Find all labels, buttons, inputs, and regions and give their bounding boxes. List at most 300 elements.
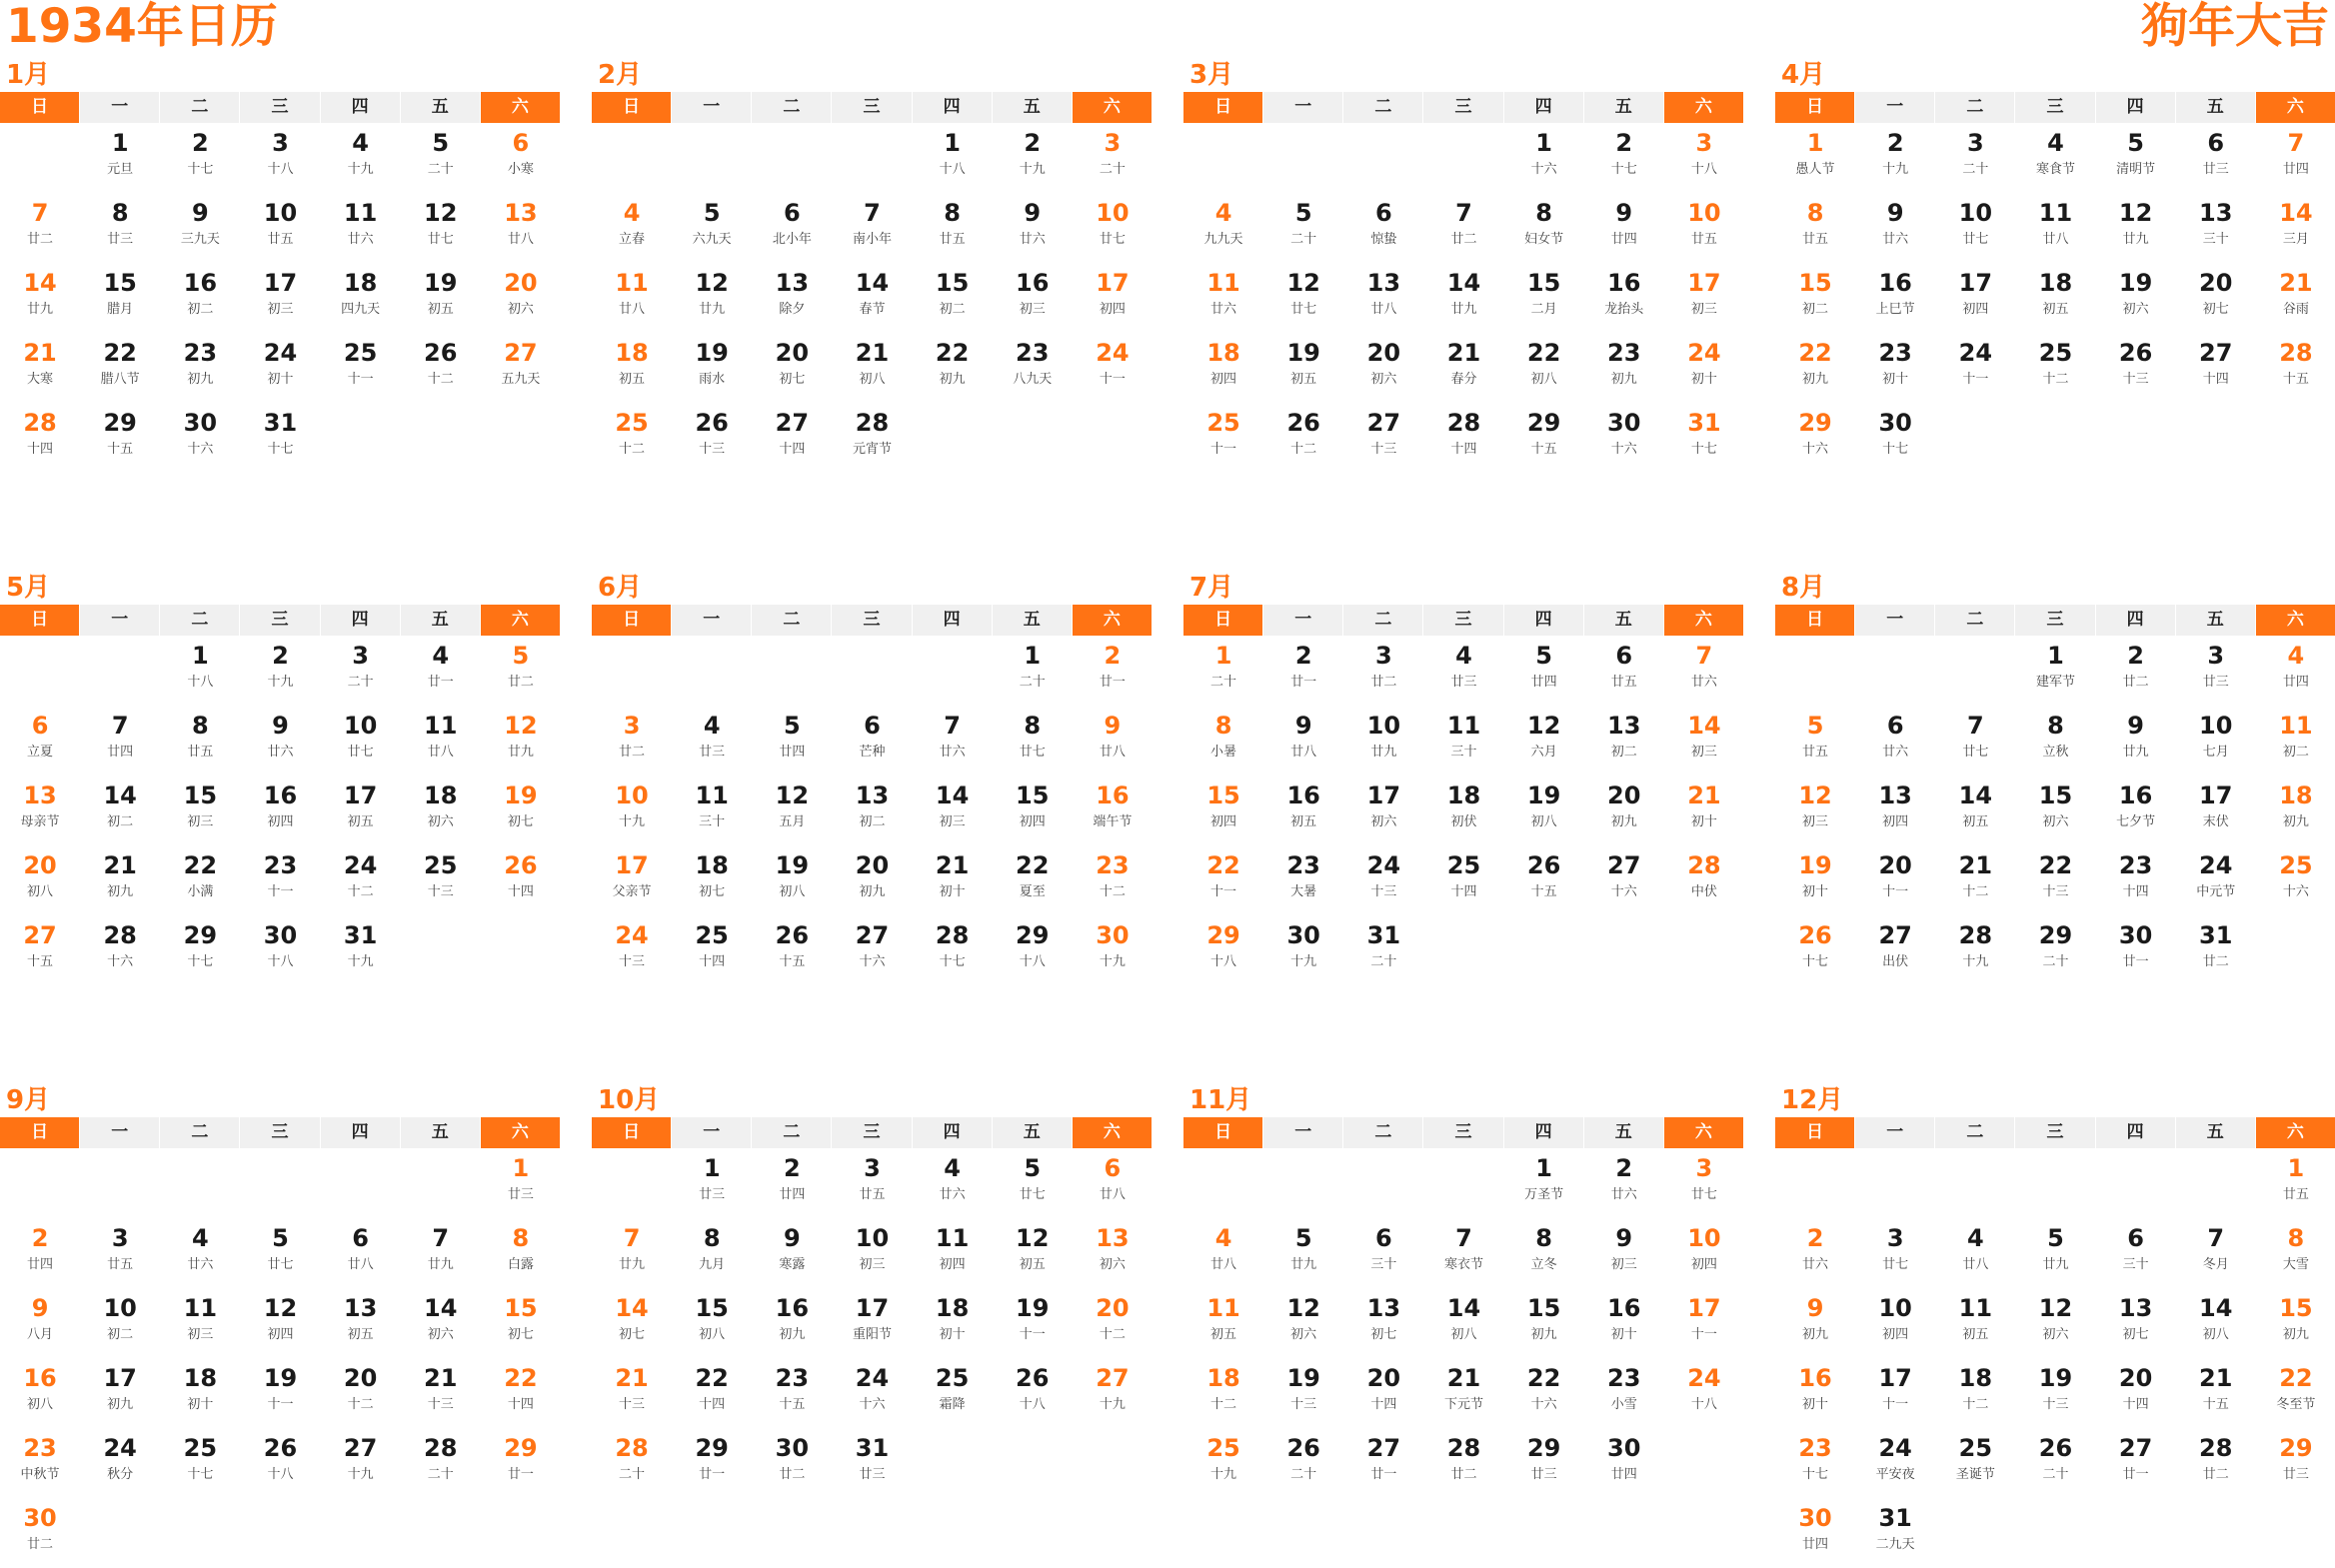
day-cell[interactable] xyxy=(481,1358,561,1428)
day-cell[interactable] xyxy=(1263,263,1343,333)
day-cell[interactable] xyxy=(80,403,160,473)
day-cell[interactable] xyxy=(1855,263,1935,333)
day-cell[interactable] xyxy=(1775,333,1855,403)
day-cell[interactable] xyxy=(1855,403,1935,473)
day-cell[interactable] xyxy=(401,123,481,193)
day-cell[interactable] xyxy=(1073,1288,1153,1358)
day-cell[interactable] xyxy=(993,123,1073,193)
day-cell[interactable] xyxy=(2256,845,2335,915)
day-cell[interactable] xyxy=(160,263,240,333)
day-cell[interactable] xyxy=(2015,263,2095,333)
day-cell[interactable] xyxy=(752,1148,832,1218)
day-cell[interactable] xyxy=(2256,193,2335,263)
day-cell[interactable] xyxy=(1504,706,1584,776)
day-cell[interactable] xyxy=(1855,1498,1935,1568)
day-cell[interactable] xyxy=(1935,333,2015,403)
day-cell[interactable] xyxy=(2096,636,2176,706)
day-cell[interactable] xyxy=(1183,263,1263,333)
day-cell[interactable] xyxy=(1504,1288,1584,1358)
day-cell[interactable] xyxy=(481,123,561,193)
day-cell[interactable] xyxy=(1584,1218,1664,1288)
day-cell[interactable] xyxy=(1343,1218,1423,1288)
day-cell[interactable] xyxy=(2256,1428,2335,1498)
day-cell[interactable] xyxy=(1584,1288,1664,1358)
day-cell[interactable] xyxy=(1664,263,1744,333)
day-cell[interactable] xyxy=(1664,403,1744,473)
day-cell[interactable] xyxy=(1775,776,1855,845)
day-cell[interactable] xyxy=(160,403,240,473)
day-cell[interactable] xyxy=(160,123,240,193)
day-cell[interactable] xyxy=(240,1288,320,1358)
day-cell[interactable] xyxy=(80,1218,160,1288)
day-cell[interactable] xyxy=(1183,1288,1263,1358)
day-cell[interactable] xyxy=(1775,1358,1855,1428)
day-cell[interactable] xyxy=(0,1288,80,1358)
day-cell[interactable] xyxy=(321,1218,401,1288)
day-cell[interactable] xyxy=(993,776,1073,845)
day-cell[interactable] xyxy=(160,1288,240,1358)
day-cell[interactable] xyxy=(1343,845,1423,915)
day-cell[interactable] xyxy=(832,193,912,263)
day-cell[interactable] xyxy=(1584,706,1664,776)
day-cell[interactable] xyxy=(672,263,752,333)
day-cell[interactable] xyxy=(1504,1218,1584,1288)
day-cell[interactable] xyxy=(1935,915,2015,985)
day-cell[interactable] xyxy=(2176,1428,2256,1498)
day-cell[interactable] xyxy=(2015,333,2095,403)
day-cell[interactable] xyxy=(1584,1148,1664,1218)
day-cell[interactable] xyxy=(993,915,1073,985)
day-cell[interactable] xyxy=(0,1428,80,1498)
day-cell[interactable] xyxy=(1263,1288,1343,1358)
day-cell[interactable] xyxy=(832,1428,912,1498)
day-cell[interactable] xyxy=(1263,1358,1343,1428)
day-cell[interactable] xyxy=(2015,1358,2095,1428)
day-cell[interactable] xyxy=(1855,915,1935,985)
day-cell[interactable] xyxy=(321,636,401,706)
day-cell[interactable] xyxy=(481,263,561,333)
day-cell[interactable] xyxy=(1504,1428,1584,1498)
day-cell[interactable] xyxy=(592,1218,672,1288)
day-cell[interactable] xyxy=(2256,776,2335,845)
day-cell[interactable] xyxy=(672,1218,752,1288)
day-cell[interactable] xyxy=(481,193,561,263)
day-cell[interactable] xyxy=(2096,845,2176,915)
day-cell[interactable] xyxy=(993,263,1073,333)
day-cell[interactable] xyxy=(1855,1218,1935,1288)
day-cell[interactable] xyxy=(0,263,80,333)
day-cell[interactable] xyxy=(401,706,481,776)
day-cell[interactable] xyxy=(160,193,240,263)
day-cell[interactable] xyxy=(672,1148,752,1218)
day-cell[interactable] xyxy=(752,845,832,915)
day-cell[interactable] xyxy=(401,263,481,333)
day-cell[interactable] xyxy=(1343,333,1423,403)
day-cell[interactable] xyxy=(832,1148,912,1218)
day-cell[interactable] xyxy=(2176,333,2256,403)
day-cell[interactable] xyxy=(1584,193,1664,263)
day-cell[interactable] xyxy=(2096,915,2176,985)
day-cell[interactable] xyxy=(2096,1218,2176,1288)
day-cell[interactable] xyxy=(1664,193,1744,263)
day-cell[interactable] xyxy=(2096,1428,2176,1498)
day-cell[interactable] xyxy=(1183,845,1263,915)
day-cell[interactable] xyxy=(1263,845,1343,915)
day-cell[interactable] xyxy=(2256,1218,2335,1288)
day-cell[interactable] xyxy=(2176,1218,2256,1288)
day-cell[interactable] xyxy=(1664,636,1744,706)
day-cell[interactable] xyxy=(1263,915,1343,985)
day-cell[interactable] xyxy=(1343,776,1423,845)
day-cell[interactable] xyxy=(1504,776,1584,845)
day-cell[interactable] xyxy=(832,1288,912,1358)
day-cell[interactable] xyxy=(752,263,832,333)
day-cell[interactable] xyxy=(592,333,672,403)
day-cell[interactable] xyxy=(1855,706,1935,776)
day-cell[interactable] xyxy=(2176,193,2256,263)
day-cell[interactable] xyxy=(1183,1218,1263,1288)
day-cell[interactable] xyxy=(913,123,993,193)
day-cell[interactable] xyxy=(240,333,320,403)
day-cell[interactable] xyxy=(1664,845,1744,915)
day-cell[interactable] xyxy=(993,193,1073,263)
day-cell[interactable] xyxy=(1263,1428,1343,1498)
day-cell[interactable] xyxy=(1073,1148,1153,1218)
day-cell[interactable] xyxy=(2256,1148,2335,1218)
day-cell[interactable] xyxy=(592,1288,672,1358)
day-cell[interactable] xyxy=(1775,123,1855,193)
day-cell[interactable] xyxy=(752,776,832,845)
day-cell[interactable] xyxy=(1584,403,1664,473)
day-cell[interactable] xyxy=(993,1288,1073,1358)
day-cell[interactable] xyxy=(913,915,993,985)
day-cell[interactable] xyxy=(672,193,752,263)
day-cell[interactable] xyxy=(752,1288,832,1358)
day-cell[interactable] xyxy=(1423,333,1503,403)
day-cell[interactable] xyxy=(160,333,240,403)
day-cell[interactable] xyxy=(80,845,160,915)
day-cell[interactable] xyxy=(1935,845,2015,915)
day-cell[interactable] xyxy=(1664,1148,1744,1218)
day-cell[interactable] xyxy=(752,1358,832,1428)
day-cell[interactable] xyxy=(1504,333,1584,403)
day-cell[interactable] xyxy=(993,1218,1073,1288)
day-cell[interactable] xyxy=(321,1358,401,1428)
day-cell[interactable] xyxy=(913,263,993,333)
day-cell[interactable] xyxy=(1775,403,1855,473)
day-cell[interactable] xyxy=(240,1358,320,1428)
day-cell[interactable] xyxy=(832,403,912,473)
day-cell[interactable] xyxy=(913,1218,993,1288)
day-cell[interactable] xyxy=(2015,1428,2095,1498)
day-cell[interactable] xyxy=(672,403,752,473)
day-cell[interactable] xyxy=(80,1428,160,1498)
day-cell[interactable] xyxy=(80,333,160,403)
day-cell[interactable] xyxy=(1073,776,1153,845)
day-cell[interactable] xyxy=(592,776,672,845)
day-cell[interactable] xyxy=(481,333,561,403)
day-cell[interactable] xyxy=(1073,263,1153,333)
day-cell[interactable] xyxy=(2015,193,2095,263)
day-cell[interactable] xyxy=(993,1148,1073,1218)
day-cell[interactable] xyxy=(2176,706,2256,776)
day-cell[interactable] xyxy=(240,706,320,776)
day-cell[interactable] xyxy=(80,1358,160,1428)
day-cell[interactable] xyxy=(832,915,912,985)
day-cell[interactable] xyxy=(1775,193,1855,263)
day-cell[interactable] xyxy=(1504,845,1584,915)
day-cell[interactable] xyxy=(1073,706,1153,776)
day-cell[interactable] xyxy=(1423,1288,1503,1358)
day-cell[interactable] xyxy=(1584,845,1664,915)
day-cell[interactable] xyxy=(321,845,401,915)
day-cell[interactable] xyxy=(993,1358,1073,1428)
day-cell[interactable] xyxy=(2256,263,2335,333)
day-cell[interactable] xyxy=(592,915,672,985)
day-cell[interactable] xyxy=(1664,706,1744,776)
day-cell[interactable] xyxy=(80,193,160,263)
day-cell[interactable] xyxy=(1504,123,1584,193)
day-cell[interactable] xyxy=(993,706,1073,776)
day-cell[interactable] xyxy=(1343,1288,1423,1358)
day-cell[interactable] xyxy=(2096,1288,2176,1358)
day-cell[interactable] xyxy=(2096,776,2176,845)
day-cell[interactable] xyxy=(2176,263,2256,333)
day-cell[interactable] xyxy=(240,845,320,915)
day-cell[interactable] xyxy=(913,706,993,776)
day-cell[interactable] xyxy=(2015,776,2095,845)
day-cell[interactable] xyxy=(832,776,912,845)
day-cell[interactable] xyxy=(321,915,401,985)
day-cell[interactable] xyxy=(2015,123,2095,193)
day-cell[interactable] xyxy=(913,1288,993,1358)
day-cell[interactable] xyxy=(1584,776,1664,845)
day-cell[interactable] xyxy=(0,776,80,845)
day-cell[interactable] xyxy=(1935,1358,2015,1428)
day-cell[interactable] xyxy=(1584,1358,1664,1428)
day-cell[interactable] xyxy=(481,776,561,845)
day-cell[interactable] xyxy=(752,1428,832,1498)
day-cell[interactable] xyxy=(1263,403,1343,473)
day-cell[interactable] xyxy=(80,1288,160,1358)
day-cell[interactable] xyxy=(1935,193,2015,263)
day-cell[interactable] xyxy=(993,636,1073,706)
day-cell[interactable] xyxy=(481,1288,561,1358)
day-cell[interactable] xyxy=(0,1218,80,1288)
day-cell[interactable] xyxy=(2176,1358,2256,1428)
day-cell[interactable] xyxy=(1423,706,1503,776)
day-cell[interactable] xyxy=(1343,193,1423,263)
day-cell[interactable] xyxy=(401,333,481,403)
day-cell[interactable] xyxy=(1183,915,1263,985)
day-cell[interactable] xyxy=(1935,706,2015,776)
day-cell[interactable] xyxy=(1775,263,1855,333)
day-cell[interactable] xyxy=(0,915,80,985)
day-cell[interactable] xyxy=(1664,123,1744,193)
day-cell[interactable] xyxy=(1775,1288,1855,1358)
day-cell[interactable] xyxy=(321,706,401,776)
day-cell[interactable] xyxy=(1183,403,1263,473)
day-cell[interactable] xyxy=(1423,636,1503,706)
day-cell[interactable] xyxy=(1183,193,1263,263)
day-cell[interactable] xyxy=(2096,706,2176,776)
day-cell[interactable] xyxy=(752,193,832,263)
day-cell[interactable] xyxy=(672,1288,752,1358)
day-cell[interactable] xyxy=(2096,333,2176,403)
day-cell[interactable] xyxy=(592,845,672,915)
day-cell[interactable] xyxy=(993,845,1073,915)
day-cell[interactable] xyxy=(80,123,160,193)
day-cell[interactable] xyxy=(1183,636,1263,706)
day-cell[interactable] xyxy=(1073,193,1153,263)
day-cell[interactable] xyxy=(1504,1148,1584,1218)
day-cell[interactable] xyxy=(321,193,401,263)
day-cell[interactable] xyxy=(592,263,672,333)
day-cell[interactable] xyxy=(1263,1218,1343,1288)
day-cell[interactable] xyxy=(0,1358,80,1428)
day-cell[interactable] xyxy=(240,193,320,263)
day-cell[interactable] xyxy=(1423,263,1503,333)
day-cell[interactable] xyxy=(1073,636,1153,706)
day-cell[interactable] xyxy=(1183,333,1263,403)
day-cell[interactable] xyxy=(481,1218,561,1288)
day-cell[interactable] xyxy=(1343,403,1423,473)
day-cell[interactable] xyxy=(0,333,80,403)
day-cell[interactable] xyxy=(2176,845,2256,915)
day-cell[interactable] xyxy=(401,193,481,263)
day-cell[interactable] xyxy=(1775,1428,1855,1498)
day-cell[interactable] xyxy=(2256,1288,2335,1358)
day-cell[interactable] xyxy=(481,1148,561,1218)
day-cell[interactable] xyxy=(2015,1288,2095,1358)
day-cell[interactable] xyxy=(1073,845,1153,915)
day-cell[interactable] xyxy=(1263,636,1343,706)
day-cell[interactable] xyxy=(321,776,401,845)
day-cell[interactable] xyxy=(1935,123,2015,193)
day-cell[interactable] xyxy=(1423,1428,1503,1498)
day-cell[interactable] xyxy=(1855,1358,1935,1428)
day-cell[interactable] xyxy=(0,1498,80,1568)
day-cell[interactable] xyxy=(1584,1428,1664,1498)
day-cell[interactable] xyxy=(240,403,320,473)
day-cell[interactable] xyxy=(1775,706,1855,776)
day-cell[interactable] xyxy=(1504,263,1584,333)
day-cell[interactable] xyxy=(1423,776,1503,845)
day-cell[interactable] xyxy=(1855,123,1935,193)
day-cell[interactable] xyxy=(2096,193,2176,263)
day-cell[interactable] xyxy=(1423,193,1503,263)
day-cell[interactable] xyxy=(481,845,561,915)
day-cell[interactable] xyxy=(401,1358,481,1428)
day-cell[interactable] xyxy=(1263,776,1343,845)
day-cell[interactable] xyxy=(913,845,993,915)
day-cell[interactable] xyxy=(2176,123,2256,193)
day-cell[interactable] xyxy=(160,1428,240,1498)
day-cell[interactable] xyxy=(481,706,561,776)
day-cell[interactable] xyxy=(752,403,832,473)
day-cell[interactable] xyxy=(2096,123,2176,193)
day-cell[interactable] xyxy=(752,333,832,403)
day-cell[interactable] xyxy=(0,403,80,473)
day-cell[interactable] xyxy=(401,1288,481,1358)
day-cell[interactable] xyxy=(1935,1428,2015,1498)
day-cell[interactable] xyxy=(913,193,993,263)
day-cell[interactable] xyxy=(240,915,320,985)
day-cell[interactable] xyxy=(401,1218,481,1288)
day-cell[interactable] xyxy=(1935,776,2015,845)
day-cell[interactable] xyxy=(401,636,481,706)
day-cell[interactable] xyxy=(1664,1218,1744,1288)
day-cell[interactable] xyxy=(481,1428,561,1498)
day-cell[interactable] xyxy=(913,776,993,845)
day-cell[interactable] xyxy=(1504,636,1584,706)
day-cell[interactable] xyxy=(1584,123,1664,193)
day-cell[interactable] xyxy=(1183,776,1263,845)
day-cell[interactable] xyxy=(1504,403,1584,473)
day-cell[interactable] xyxy=(2015,915,2095,985)
day-cell[interactable] xyxy=(2256,123,2335,193)
day-cell[interactable] xyxy=(0,193,80,263)
day-cell[interactable] xyxy=(160,1218,240,1288)
day-cell[interactable] xyxy=(993,333,1073,403)
day-cell[interactable] xyxy=(1855,1288,1935,1358)
day-cell[interactable] xyxy=(0,845,80,915)
day-cell[interactable] xyxy=(160,776,240,845)
day-cell[interactable] xyxy=(1855,1428,1935,1498)
day-cell[interactable] xyxy=(1073,123,1153,193)
day-cell[interactable] xyxy=(1504,193,1584,263)
day-cell[interactable] xyxy=(832,333,912,403)
day-cell[interactable] xyxy=(592,1428,672,1498)
day-cell[interactable] xyxy=(2176,1288,2256,1358)
day-cell[interactable] xyxy=(160,636,240,706)
day-cell[interactable] xyxy=(160,845,240,915)
day-cell[interactable] xyxy=(592,403,672,473)
day-cell[interactable] xyxy=(240,776,320,845)
day-cell[interactable] xyxy=(1073,915,1153,985)
day-cell[interactable] xyxy=(1584,263,1664,333)
day-cell[interactable] xyxy=(913,1148,993,1218)
day-cell[interactable] xyxy=(752,706,832,776)
day-cell[interactable] xyxy=(2256,1358,2335,1428)
day-cell[interactable] xyxy=(1855,193,1935,263)
day-cell[interactable] xyxy=(832,263,912,333)
day-cell[interactable] xyxy=(80,776,160,845)
day-cell[interactable] xyxy=(672,915,752,985)
day-cell[interactable] xyxy=(672,776,752,845)
day-cell[interactable] xyxy=(1664,333,1744,403)
day-cell[interactable] xyxy=(672,1428,752,1498)
day-cell[interactable] xyxy=(1183,1358,1263,1428)
day-cell[interactable] xyxy=(240,1218,320,1288)
day-cell[interactable] xyxy=(913,333,993,403)
day-cell[interactable] xyxy=(2096,263,2176,333)
day-cell[interactable] xyxy=(401,845,481,915)
day-cell[interactable] xyxy=(832,1358,912,1428)
day-cell[interactable] xyxy=(1775,1218,1855,1288)
day-cell[interactable] xyxy=(240,123,320,193)
day-cell[interactable] xyxy=(1855,333,1935,403)
day-cell[interactable] xyxy=(401,776,481,845)
day-cell[interactable] xyxy=(1343,915,1423,985)
day-cell[interactable] xyxy=(1343,1358,1423,1428)
day-cell[interactable] xyxy=(913,1358,993,1428)
day-cell[interactable] xyxy=(321,1428,401,1498)
day-cell[interactable] xyxy=(592,1358,672,1428)
day-cell[interactable] xyxy=(2096,1358,2176,1428)
day-cell[interactable] xyxy=(2256,706,2335,776)
day-cell[interactable] xyxy=(160,706,240,776)
